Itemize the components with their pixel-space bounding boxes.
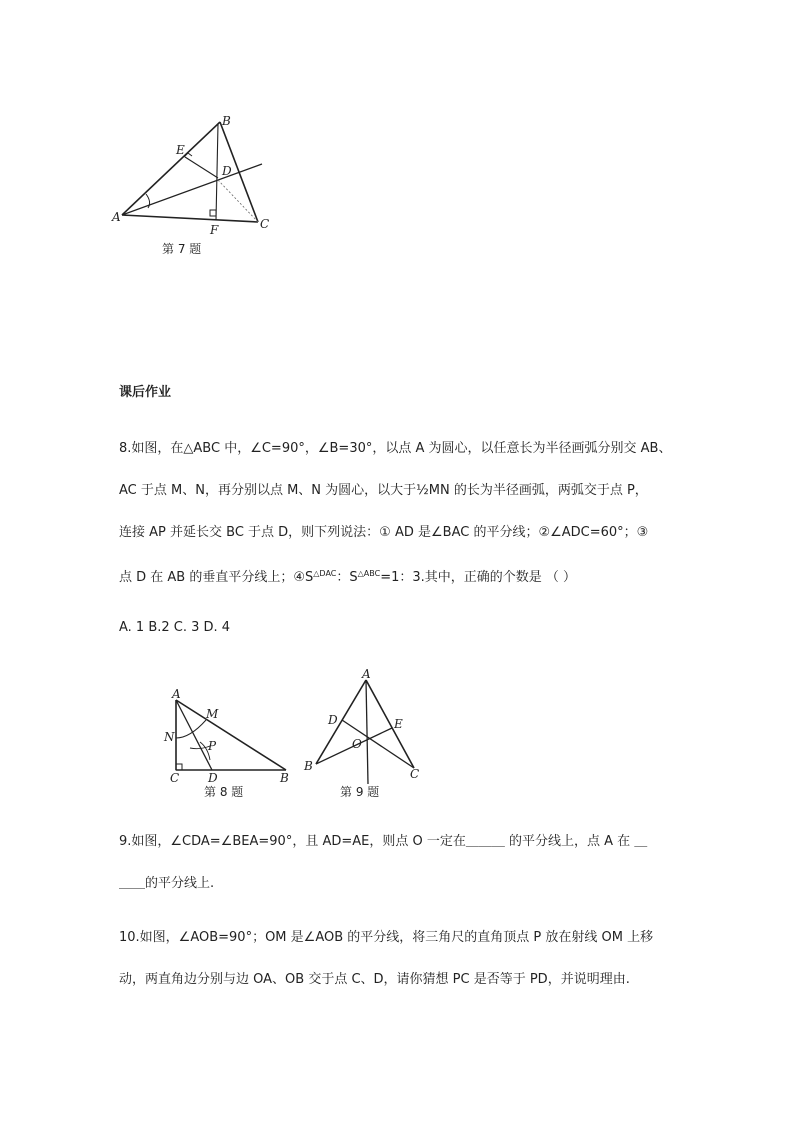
label-a: A: [172, 687, 181, 701]
label-b: B: [222, 114, 231, 128]
section-heading: 课后作业: [119, 385, 172, 400]
q8-line-1: 8.如图，在△ABC 中，∠C=90°，∠B=30°，以点 A 为圆心，以任意长为半径画弧分别交 AB、: [119, 441, 672, 456]
q8-options: A. 1 B.2 C. 3 D. 4: [119, 620, 231, 635]
label-d: D: [328, 713, 338, 727]
label-c: C: [260, 217, 270, 231]
q10-line-2: 动，两直角边分别与边 OA、OB 交于点 C、D，请你猜想 PC 是否等于 PD，并说明理由.: [119, 972, 630, 987]
figure-7-caption: 第 7 题: [162, 242, 202, 256]
label-n: N: [164, 730, 175, 744]
segment-ao: [366, 680, 368, 784]
label-o: O: [352, 737, 362, 751]
figure-7-diagram: [110, 110, 280, 260]
label-a: A: [112, 210, 121, 224]
label-c: C: [170, 771, 180, 785]
edge-ac: [366, 680, 414, 768]
label-f: F: [210, 223, 219, 237]
figure-8-diagram: [160, 686, 300, 801]
q8-line-4-part-b: ：S: [336, 570, 358, 585]
q9-line-1: 9.如图，∠CDA=∠BEA=90°，且 AD=AE，则点 O 一定在＿＿＿ 的平分线上，点 A 在 ＿: [119, 834, 648, 849]
right-angle-c: [176, 764, 182, 770]
figure-8: [160, 686, 300, 801]
label-e: E: [176, 143, 185, 157]
right-angle-f: [210, 210, 216, 216]
q8-sub-dac: △DAC: [313, 569, 337, 578]
label-b: B: [304, 759, 313, 773]
label-b: B: [280, 771, 289, 785]
edge-ab: [176, 700, 286, 770]
label-e: E: [394, 717, 403, 731]
figure-7: [110, 110, 280, 260]
q9-line-2: ＿＿的平分线上.: [119, 876, 215, 891]
q8-line-4-part-c: =1：3.其中，正确的个数是 （ ）: [380, 570, 577, 585]
label-p: P: [208, 739, 217, 753]
label-m: M: [206, 707, 219, 721]
q8-line-4-part-a: 点 D 在 AB 的垂直平分线上；④S: [119, 570, 314, 585]
segment-dc: [218, 180, 258, 222]
label-a: A: [362, 667, 371, 681]
figure-9-caption: 第 9 题: [340, 785, 380, 799]
label-c: C: [410, 767, 420, 781]
segment-de: [185, 157, 218, 178]
q8-line-2: AC 于点 M、N，再分别以点 M、N 为圆心，以大于½MN 的长为半径画弧，两弧交于点 P，: [119, 483, 648, 498]
q8-line-3: 连接 AP 并延长交 BC 于点 D，则下列说法：① AD 是∠BAC 的平分线；②∠ADC=60°；③: [119, 525, 649, 540]
edge-ab: [316, 680, 366, 764]
q10-line-1: 10.如图，∠AOB=90°；OM 是∠AOB 的平分线，将三角尺的直角顶点 P 放在射线 OM 上移: [119, 930, 654, 945]
q8-line-4: [119, 566, 576, 586]
figure-9-diagram: [298, 666, 428, 806]
bisector-line: [122, 164, 262, 215]
figure-8-caption: 第 8 题: [204, 785, 244, 799]
q8-sub-abc: △ABC: [357, 569, 381, 578]
figure-9: [298, 666, 428, 806]
edge-ac: [122, 215, 258, 222]
label-d: D: [222, 164, 232, 178]
edge-ab: [122, 122, 220, 215]
segment-bf: [216, 124, 218, 220]
label-d: D: [208, 771, 218, 785]
